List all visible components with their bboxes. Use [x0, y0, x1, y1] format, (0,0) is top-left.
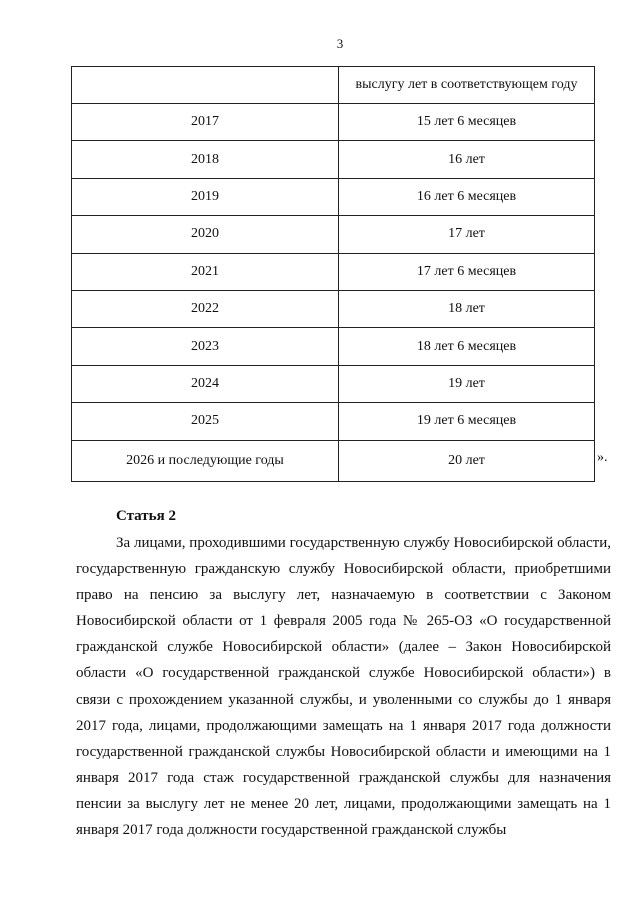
table-cell-service: 16 лет: [339, 141, 595, 178]
table-cell-service: 19 лет 6 месяцев: [339, 403, 595, 440]
table-row: [72, 365, 595, 402]
table-cell-service: 17 лет: [339, 216, 595, 253]
table-row: [72, 328, 595, 365]
table-cell-year: 2017: [72, 104, 339, 141]
table-cell-year: 2020: [72, 216, 339, 253]
table-header-cell-service: выслугу лет в соответствующем году: [339, 67, 595, 104]
table-row: [72, 440, 595, 481]
table-cell-year: 2019: [72, 178, 339, 215]
table-cell-year: 2022: [72, 290, 339, 327]
table-header-cell-year: [72, 67, 339, 104]
service-years-table: [71, 66, 595, 482]
table-header-row: [72, 67, 595, 104]
table-closing-quote: ».: [597, 450, 608, 465]
table-row: [72, 253, 595, 290]
table-row: [72, 178, 595, 215]
table-cell-service: 18 лет: [339, 290, 595, 327]
article-heading: Статья 2: [116, 508, 176, 524]
table-cell-year: 2026 и последующие годы: [72, 440, 339, 481]
page-number: 3: [336, 36, 344, 51]
table-cell-year: 2023: [72, 328, 339, 365]
article-body-paragraph: За лицами, проходившими государственную службу Новосибирской области, государственную гражданскую службу Новосибирской области, приобретшими право на пенсию за выслугу лет, назначаемую в соответствии с Законом Новосибирской области от 1 февраля 2005 года № 265-ОЗ «О государственной гражданской службе Новосибирской области» (далее – Закон Новосибирской области «О государственной гражданской службе Новосибирской области») в связи с прохождением указанной службы, и уволенными со службы до 1 января 2017 года, лицами, продолжающими замещать на 1 января 2017 года должности государственной гражданской службы Новосибирской области и имеющими на 1 января 2017 года стаж государственной гражданской службы для назначения пенсии за выслугу лет не менее 20 лет, лицами, продолжающими замещать на 1 января 2017 года должности государственной гражданской службы: [76, 535, 611, 839]
table-row: [72, 104, 595, 141]
table-row: [72, 290, 595, 327]
table-cell-service: 17 лет 6 месяцев: [339, 253, 595, 290]
table-row: [72, 141, 595, 178]
table-row: [72, 216, 595, 253]
table-cell-year: 2025: [72, 403, 339, 440]
table-cell-year: 2021: [72, 253, 339, 290]
table-row: [72, 403, 595, 440]
table-cell-year: 2024: [72, 365, 339, 402]
table-cell-service: 20 лет: [339, 440, 595, 481]
table-cell-service: 18 лет 6 месяцев: [339, 328, 595, 365]
table-cell-service: 19 лет: [339, 365, 595, 402]
table-cell-service: 16 лет 6 месяцев: [339, 178, 595, 215]
table-cell-service: 15 лет 6 месяцев: [339, 104, 595, 141]
table-cell-year: 2018: [72, 141, 339, 178]
